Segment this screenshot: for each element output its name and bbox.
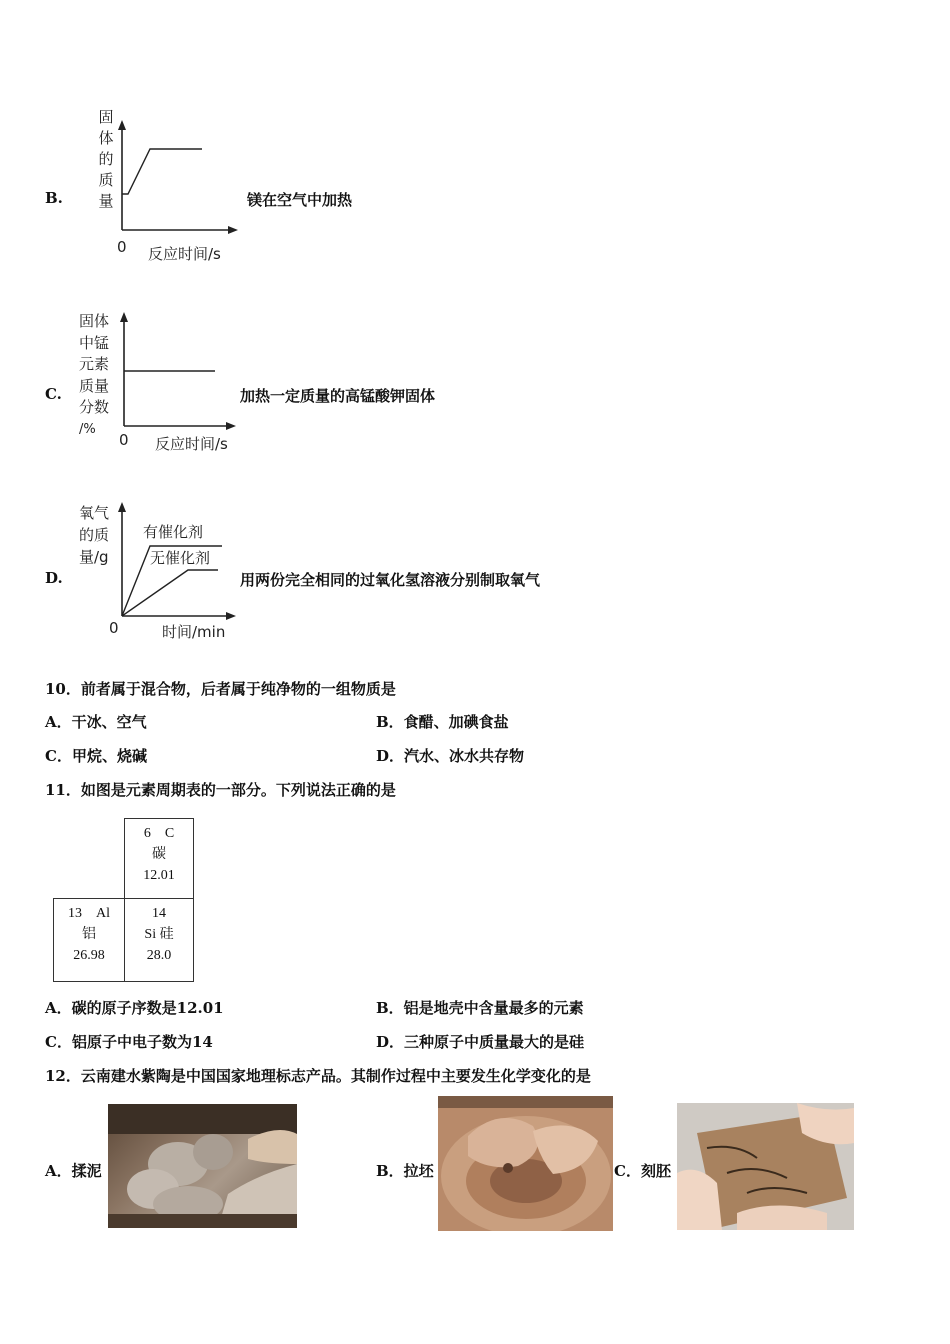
silicon-name: Si 硅 xyxy=(144,927,174,942)
periodic-cell-aluminum xyxy=(53,898,125,982)
q12-option-a: A．揉泥 xyxy=(45,1162,102,1180)
option-c-ylabel: 固体 中锰 元素 质量 分数 /% xyxy=(79,312,110,437)
kneading-clay-illustration xyxy=(108,1104,297,1228)
option-d-desc: 用两份完全相同的过氧化氢溶液分别制取氧气 xyxy=(240,571,541,589)
option-b-origin: 0 xyxy=(117,238,127,256)
option-c-xlabel: 反应时间/s xyxy=(155,435,228,453)
option-b-graph xyxy=(110,118,240,238)
periodic-cell-carbon xyxy=(124,818,194,902)
periodic-cell-silicon xyxy=(124,898,194,982)
q12-stem: 12．云南建水紫陶是中国国家地理标志产品。其制作过程中主要发生化学变化的是 xyxy=(45,1067,591,1085)
option-d-xlabel: 时间/min xyxy=(162,623,226,641)
q10-option-c: C．甲烷、烧碱 xyxy=(45,747,147,765)
q11-option-b: B．铝是地壳中含量最多的元素 xyxy=(376,999,584,1017)
throwing-clay-photo xyxy=(438,1096,613,1231)
option-d-origin: 0 xyxy=(109,619,119,637)
x-axis-arrow xyxy=(226,612,236,620)
q10-option-b: B．食醋、加碘食盐 xyxy=(376,713,509,731)
silicon-mass: 28.0 xyxy=(146,948,172,963)
carbon-mass: 12.01 xyxy=(143,868,175,883)
option-c-origin: 0 xyxy=(119,431,129,449)
option-b-desc: 镁在空气中加热 xyxy=(247,191,353,209)
q11-stem: 11．如图是元素周期表的一部分。下列说法正确的是 xyxy=(45,781,396,799)
carving-clay-illustration xyxy=(677,1103,854,1230)
aluminum-number-symbol: 13 Al xyxy=(68,906,110,921)
y-axis-arrow xyxy=(118,502,126,512)
option-d-curve2-label: 无催化剂 xyxy=(150,549,211,567)
q10-stem: 10．前者属于混合物，后者属于纯净物的一组物质是 xyxy=(45,680,396,698)
y-axis-arrow xyxy=(118,120,126,130)
silicon-number: 14 xyxy=(152,906,166,921)
option-d-ylabel: 氧气 的质 量/g xyxy=(79,504,110,566)
q10-option-a: A．干冰、空气 xyxy=(45,713,147,731)
option-b-ylabel: 固 体 的 质 量 xyxy=(98,108,114,210)
no-catalyst-curve xyxy=(122,570,218,616)
carbon-name: 碳 xyxy=(152,847,166,862)
q11-option-a: A．碳的原子序数是12.01 xyxy=(45,999,224,1017)
option-b-letter: B. xyxy=(45,189,63,207)
q11-option-c: C．铝原子中电子数为14 xyxy=(45,1033,213,1051)
throwing-clay-illustration xyxy=(438,1096,613,1231)
option-c-graph xyxy=(112,310,242,432)
option-b-xlabel: 反应时间/s xyxy=(148,245,221,263)
option-d-letter: D. xyxy=(45,569,63,587)
aluminum-mass: 26.98 xyxy=(73,948,105,963)
x-axis-arrow xyxy=(226,422,236,430)
y-axis-arrow xyxy=(120,312,128,322)
mass-curve xyxy=(122,149,202,194)
kneading-clay-photo xyxy=(108,1104,297,1228)
carving-clay-photo xyxy=(677,1103,854,1230)
option-c-letter: C. xyxy=(45,385,62,403)
carbon-number-symbol: 6 C xyxy=(143,826,175,841)
option-c-desc: 加热一定质量的高锰酸钾固体 xyxy=(240,387,436,405)
option-d-curve1-label: 有催化剂 xyxy=(143,523,204,541)
q11-option-d: D．三种原子中质量最大的是硅 xyxy=(376,1033,585,1051)
q10-option-d: D．汽水、冰水共存物 xyxy=(376,747,525,765)
x-axis-arrow xyxy=(228,226,238,234)
aluminum-name: 铝 xyxy=(82,927,96,942)
q12-option-c: C．刻胚 xyxy=(614,1162,671,1180)
q12-option-b: B．拉坯 xyxy=(376,1162,434,1180)
